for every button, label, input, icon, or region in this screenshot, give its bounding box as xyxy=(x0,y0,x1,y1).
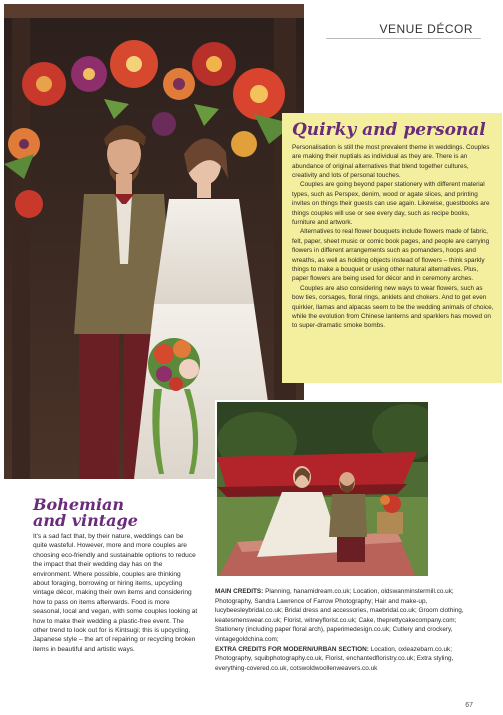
quirky-title: Quirky and personal xyxy=(292,120,486,140)
quirky-paragraph: Personalisation is still the most prevalent theme in weddings. Couples are making their nuptials as individual as they are. There is an abundance of original alternatives that blend together cultures, creativity and lots of personal touches. xyxy=(292,143,490,179)
main-credits-label: MAIN CREDITS: xyxy=(215,588,264,595)
quirky-paragraph: Couples are also considering new ways to wear flowers, such as bow ties, corsages, floral rings, anklets and chokers. And to get even quirkier, llamas and alpacas seem to be the wedding animals of choice, while the evolution from Chinese lanterns and sparklers has moved on to super-dramatic smoke bombs. xyxy=(292,284,494,330)
quirky-personal-box xyxy=(282,113,502,383)
bohemian-title xyxy=(33,497,138,529)
quirky-body xyxy=(292,143,494,331)
bohemian-title-line: Bohemian xyxy=(33,495,125,514)
section-rule xyxy=(326,38,481,39)
main-credits-text: Planning, hanamidream.co.uk; Location, oldswanminstermill.co.uk; Photography, Sandra Lawrence of Farrow Photography; Hair and make-up, lucybeesleybridal.co.uk; Bridal dress and accessories, maebridal.co.uk; Groom clothing, keatesmenswear.co.uk; Florist, witneyflorist.co.uk; Cake, theprettycakecompany.com; Stationery (including paper floral arch), paperimedesign.co.uk; Cutlery and crockery, vintagegoldchina.com; xyxy=(215,588,464,643)
page-number: 67 xyxy=(465,702,473,709)
extra-credits-text: Location, oxleazebarn.co.uk; Photography, squibphotography.co.uk, Florist, enchantedfloristry.co.uk; Extra styling, everything-covered.co.uk, cotswoldwoollenweavers.co.uk xyxy=(215,645,454,672)
section-label: VENUE DÉCOR xyxy=(379,22,473,36)
quirky-paragraph: Couples are going beyond paper stationery with different material types, such as Perspex, denim, wood or agate slices, and printing invites on things their guests can use again. Likewise, guestbooks are things couples will use or see every day, such as recipe books, furniture and artwork. xyxy=(292,181,490,226)
bohemian-body: It's a sad fact that, by their nature, weddings can be quite wasteful. However, more and more couples are choosing eco-friendly and sustainable options to reduce the impact that their wedding day has on the environment. Where possible, couples are thinking about foraging, borrowing or hiring items, upcycling vintage décor, making their own items and considering how to pass on items afterwards. Food is more seasonal, local and vegan, with some couples looking at how to make their wedding a plastic-free event. The other trend to look out for is Kintsugi; this is upcycling, Japanese style – the art of repairing or recycling broken items in beautiful and artistic ways. xyxy=(33,533,198,653)
bohemian-title-line: and vintage xyxy=(33,511,138,530)
picnic-photo xyxy=(215,400,430,578)
extra-credits-label: EXTRA CREDITS FOR MODERN/URBAN SECTION: xyxy=(215,645,369,653)
quirky-paragraph: Alternatives to real flower bouquets include flowers made of fabric, felt, paper, sheet music or comic book pages, and people are carrying flowers in different arrangements such as pomanders, hoops and wreaths, as well as holding objects instead of flowers – think sparkly things to make a bouquet or using other natural alternatives. Plus, paper flowers are being used for décor and in ceremony arches. xyxy=(292,228,490,283)
credits-block xyxy=(215,587,485,673)
